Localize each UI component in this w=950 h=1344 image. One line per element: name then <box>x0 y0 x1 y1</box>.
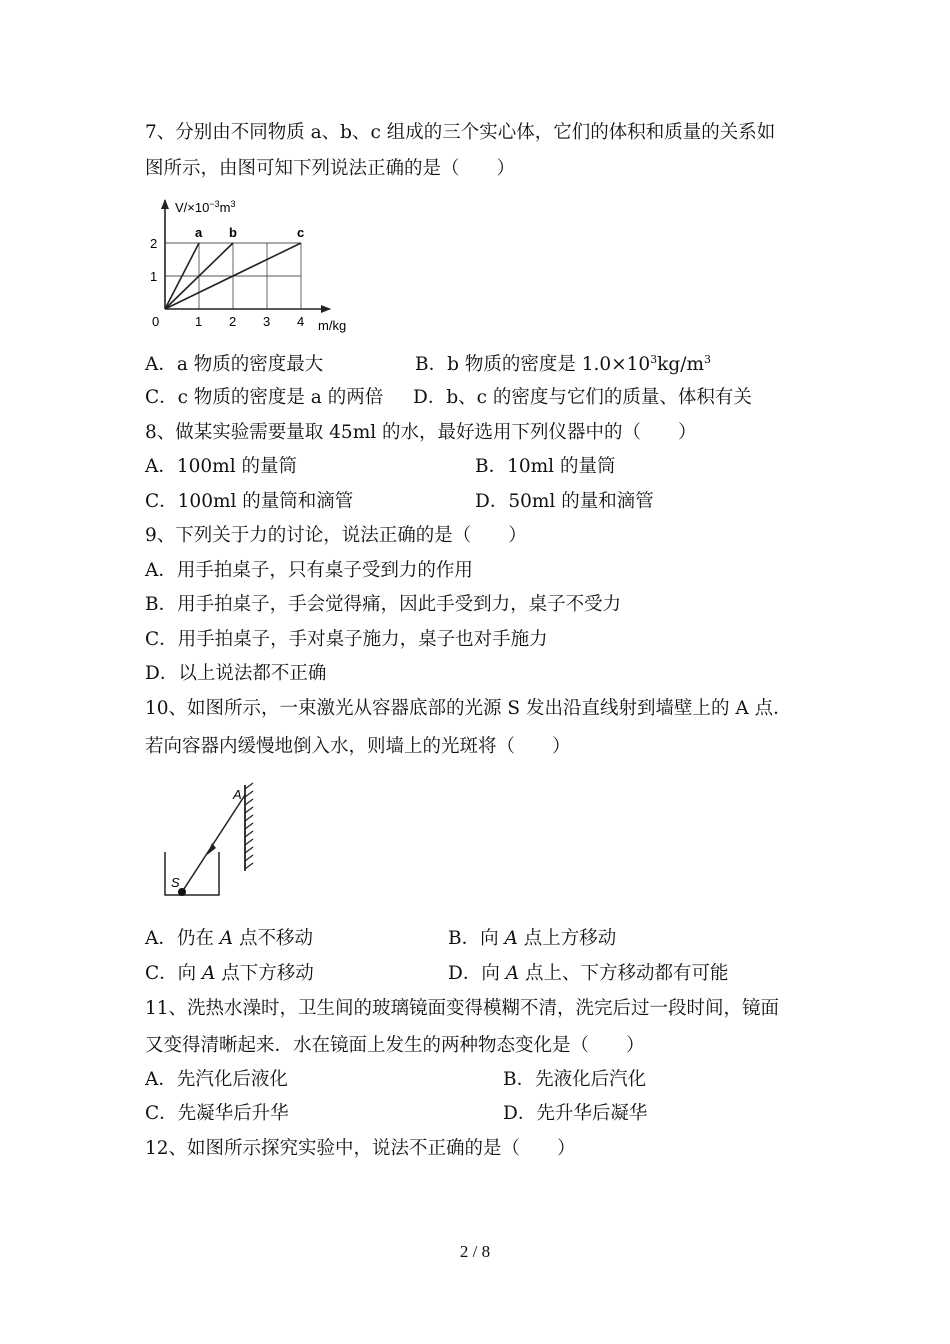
q8-option-d: D．50ml 的量和滴管 <box>475 491 654 512</box>
q9-option-c: C．用手拍桌子，手对桌子施力，桌子也对手施力 <box>145 629 548 650</box>
label-a: A <box>233 787 242 802</box>
q7-option-d: D．b、c 的密度与它们的质量、体积有关 <box>413 387 752 408</box>
q9-option-b: B．用手拍桌子，手会觉得痛，因此手受到力，桌子不受力 <box>145 594 622 615</box>
x-axis-label: m/kg <box>318 318 347 333</box>
label-s: S <box>171 875 180 890</box>
wall-hatch <box>245 783 253 869</box>
q9-option-a: A．用手拍桌子，只有桌子受到力的作用 <box>145 560 473 581</box>
series-label-c: c <box>297 225 305 240</box>
y-tick-label: 2 <box>150 236 158 251</box>
q11-option-d: D．先升华后凝华 <box>503 1103 648 1124</box>
q11-stem-line2: 又变得清晰起来．水在镜面上发生的两种物态变化是（ ） <box>145 1035 645 1056</box>
series-label-a: a <box>195 225 203 240</box>
q10-option-c: C．向 A 点下方移动 <box>145 963 314 984</box>
q10-option-d: D．向 A 点上、下方移动都有可能 <box>448 963 729 984</box>
q7-stem-line1: 7、分别由不同物质 a、b、c 组成的三个实心体，它们的体积和质量的关系如 <box>145 122 776 143</box>
q11-stem-line1: 11、洗热水澡时，卫生间的玻璃镜面变得模糊不清，洗完后过一段时间，镜面 <box>145 998 780 1019</box>
x-tick-label: 2 <box>229 314 237 329</box>
q11-option-b: B．先液化后汽化 <box>503 1069 647 1090</box>
q9-option-d: D．以上说法都不正确 <box>145 663 327 684</box>
q10-figure <box>155 777 285 907</box>
q7-stem-line2: 图所示，由图可知下列说法正确的是（ ） <box>145 158 516 179</box>
q8-option-b: B．10ml 的量筒 <box>475 456 616 477</box>
q7-option-c: C．c 物质的密度是 a 的两倍 <box>145 387 384 408</box>
q10-option-b: B．向 A 点上方移动 <box>448 928 617 949</box>
chart-series <box>165 225 304 309</box>
q7-option-b: B．b 物质的密度是 $1.0\times 10^3kg/m^3$ <box>415 353 711 375</box>
q9-stem: 9、下列关于力的讨论，说法正确的是（ ） <box>145 525 527 546</box>
q8-stem: 8、做某实验需要量取 45ml 的水，最好选用下列仪器中的（ ） <box>145 422 697 443</box>
q12-stem: 12、如图所示探究实验中，说法不正确的是（ ） <box>145 1138 576 1159</box>
q8-option-a: A．100ml 的量筒 <box>145 456 298 477</box>
q10-option-a: A．仍在 A 点不移动 <box>145 928 314 949</box>
laser-beam <box>182 795 245 892</box>
q11-option-c: C．先凝华后升华 <box>145 1103 289 1124</box>
page-number: 2 / 8 <box>459 1242 491 1261</box>
q10-stem-line2: 若向容器内缓慢地倒入水，则墙上的光斑将（ ） <box>145 736 571 757</box>
q7-chart <box>140 192 370 342</box>
y-tick-label: 1 <box>150 269 158 284</box>
q8-option-c: C．100ml 的量筒和滴管 <box>145 491 354 512</box>
x-tick-label: 4 <box>297 314 305 329</box>
origin-label: 0 <box>152 314 160 329</box>
chart-ticks <box>150 236 304 329</box>
q11-option-a: A．先汽化后液化 <box>145 1069 288 1090</box>
q7-option-a: A．a 物质的密度最大 <box>145 354 324 375</box>
y-axis-label: $V/\times 10^{-3}m^3$ <box>175 199 236 215</box>
q10-stem-line1: 10、如图所示，一束激光从容器底部的光源 S 发出沿直线射到墙壁上的 A 点． <box>145 698 792 719</box>
x-tick-label: 1 <box>195 314 203 329</box>
x-tick-label: 3 <box>263 314 271 329</box>
series-label-b: b <box>229 225 237 240</box>
beam-arrow <box>207 843 216 855</box>
